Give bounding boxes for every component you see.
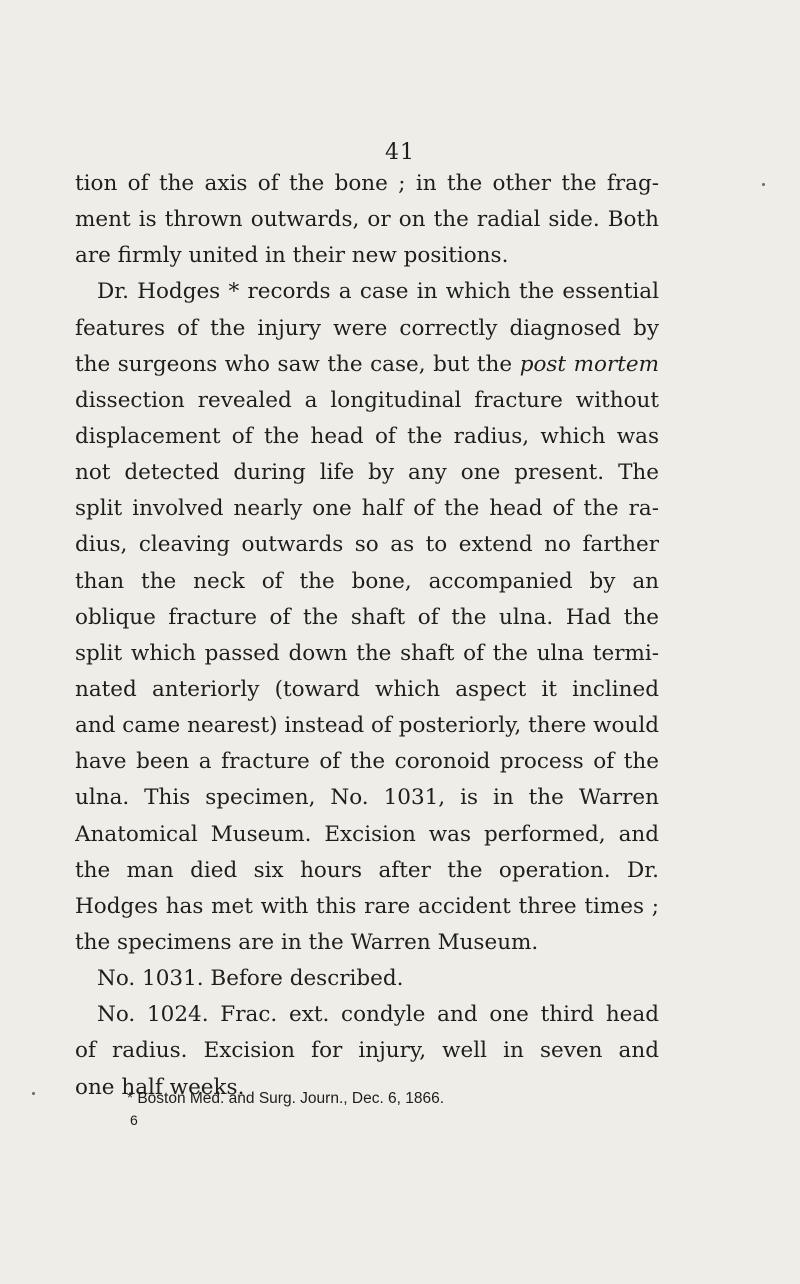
text-line: of radius. Excision for injury, well in seven and bbox=[75, 1038, 659, 1064]
text-line: the specimens are in the Warren Museum. bbox=[75, 929, 539, 955]
text-line: nated anteriorly (toward which aspect it inclined bbox=[75, 676, 659, 702]
text-line: are firmly united in their new positions. bbox=[75, 243, 509, 269]
text-line: than the neck of the bone, accompanied by an bbox=[75, 568, 659, 594]
text-line: ulna. This specimen, No. 1031, is in the Warren bbox=[75, 785, 659, 811]
text-line: tion of the axis of the bone ; in the other the frag- bbox=[75, 171, 659, 196]
text-line: oblique fracture of the shaft of the ulna. Had the bbox=[75, 604, 659, 630]
text-line: the man died six hours after the operation. Dr. bbox=[75, 857, 659, 883]
text-line: split involved nearly one half of the head of the ra- bbox=[75, 496, 659, 522]
body-text bbox=[75, 166, 659, 1106]
text-line: ment is thrown outwards, or on the radial side. Both bbox=[75, 207, 659, 233]
text-line: have been a fracture of the coronoid process of the bbox=[75, 749, 659, 775]
text-line: features of the injury were correctly diagnosed by bbox=[75, 315, 659, 341]
text-line: No. 1024. Frac. ext. condyle and one third head bbox=[97, 1002, 659, 1028]
text-line: displacement of the head of the radius, which was bbox=[75, 423, 659, 449]
text-line: Hodges has met with this rare accident three times ; bbox=[75, 893, 659, 919]
text-line: and came nearest) instead of posteriorly, there would bbox=[75, 713, 659, 739]
text-line: not detected during life by any one present. The bbox=[75, 460, 659, 486]
footnote: * Boston Med. and Surg. Journ., Dec. 6, 1866. bbox=[127, 1090, 445, 1107]
italic-phrase: post mortem bbox=[519, 351, 659, 377]
text-line: dissection revealed a longitudinal fracture without bbox=[75, 387, 659, 413]
text-line: No. 1031. Before described. bbox=[97, 966, 404, 992]
margin-speck bbox=[32, 1092, 35, 1095]
text-line: split which passed down the shaft of the ulna termi- bbox=[75, 640, 659, 666]
text-line: Dr. Hodges * records a case in which the essential bbox=[97, 279, 659, 305]
text-line: dius, cleaving outwards so as to extend no farther bbox=[75, 532, 659, 558]
text-line: one half weeks. bbox=[75, 1074, 245, 1100]
margin-speck bbox=[762, 183, 765, 186]
text-line: Anatomical Museum. Excision was performed, and bbox=[75, 821, 659, 847]
signature-mark: 6 bbox=[130, 1112, 138, 1128]
page-number: 41 bbox=[385, 140, 415, 165]
text-line: the surgeons who saw the case, but the post mortem bbox=[75, 351, 659, 377]
